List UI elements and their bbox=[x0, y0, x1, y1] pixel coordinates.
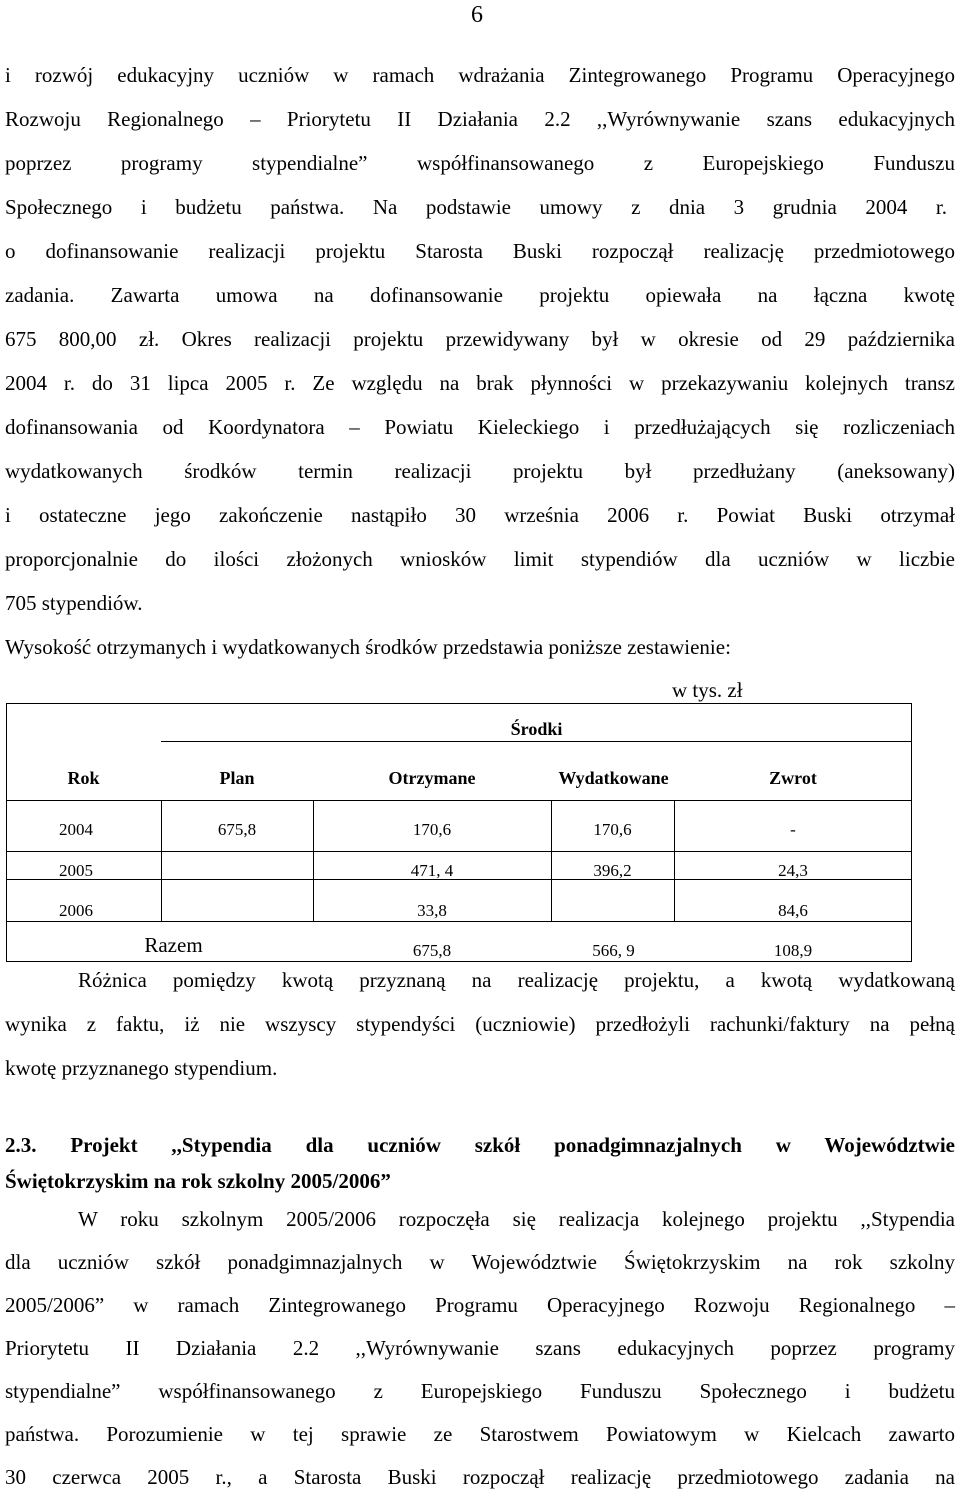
text-line: kwotę przyznanego stypendium. bbox=[5, 1056, 278, 1080]
col-header-zwrot: Zwrot bbox=[769, 768, 817, 788]
table-cell: 84,6 bbox=[778, 901, 808, 920]
text-line: i ostateczne jego zakończenie nastąpiło 30 września 2006 r. Powiat Buski otrzymał bbox=[5, 503, 955, 527]
table-cell: 471, 4 bbox=[410, 861, 454, 880]
text-line: 705 stypendiów. bbox=[5, 591, 143, 615]
table-intro: Wysokość otrzymanych i wydatkowanych środków przedstawia poniższe zestawienie: bbox=[5, 635, 731, 659]
col-header-rok: Rok bbox=[67, 768, 100, 788]
table-cell: 24,3 bbox=[778, 861, 808, 880]
table-cell: 2005 bbox=[59, 861, 93, 880]
section-heading: 2.3. Projekt ,,Stypendia dla uczniów szkół ponadgimnazjalnych w Województwie bbox=[5, 1133, 955, 1157]
text-line: państwa. Porozumienie w tej sprawie ze Starostwem Powiatowym w Kielcach zawarto bbox=[5, 1422, 955, 1446]
table-cell: 170,6 bbox=[593, 820, 632, 839]
table-cell: 2004 bbox=[59, 820, 93, 839]
text-line: wynika z faktu, iż nie wszyscy stypendyści (uczniowie) przedłożyli rachunki/faktury na pełną bbox=[5, 1012, 955, 1036]
text-line: Społecznego i budżetu państwa. Na podstawie umowy z dnia 3 grudnia 2004 r. bbox=[5, 195, 947, 219]
table-cell: 396,2 bbox=[593, 861, 632, 880]
table-cell: - bbox=[790, 820, 796, 839]
text-line: W roku szkolnym 2005/2006 rozpoczęła się realizacja kolejnego projektu ,,Stypendia bbox=[78, 1207, 955, 1231]
col-header-plan: Plan bbox=[219, 768, 255, 788]
text-line: Priorytetu II Działania 2.2 ,,Wyrównywanie szans edukacyjnych poprzez programy bbox=[5, 1336, 955, 1360]
text-line: i rozwój edukacyjny uczniów w ramach wdrażania Zintegrowanego Programu Operacyjnego bbox=[5, 63, 955, 87]
table-cell: 2006 bbox=[59, 901, 93, 920]
text-line: o dofinansowanie realizacji projektu Starosta Buski rozpoczął realizację przedmiotowego bbox=[5, 239, 955, 263]
table-cell: 675,8 bbox=[217, 820, 257, 839]
text-line: proporcjonalnie do ilości złożonych wniosków limit stypendiów dla uczniów w liczbie bbox=[5, 547, 955, 571]
text-line: 30 czerwca 2005 r., a Starosta Buski rozpoczął realizację przedmiotowego zadania na bbox=[5, 1465, 955, 1489]
col-header-wydatkowane: Wydatkowane bbox=[558, 768, 669, 788]
text-line: zadania. Zawarta umowa na dofinansowanie projektu opiewała na łączna kwotę bbox=[5, 283, 955, 307]
text-line: 2005/2006” w ramach Zintegrowanego Programu Operacyjnego Rozwoju Regionalnego – bbox=[5, 1293, 955, 1317]
col-header-otrzymane: Otrzymane bbox=[388, 768, 476, 788]
section-heading: Świętokrzyskim na rok szkolny 2005/2006” bbox=[5, 1169, 391, 1193]
page-number: 6 bbox=[471, 2, 483, 28]
text-line: dla uczniów szkół ponadgimnazjalnych w Województwie Świętokrzyskim na rok szkolny bbox=[5, 1250, 955, 1274]
text-line: dofinansowania od Koordynatora – Powiatu Kieleckiego i przedłużających się rozliczeniach bbox=[5, 415, 955, 439]
text-line: wydatkowanych środków termin realizacji projektu był przedłużany (aneksowany) bbox=[5, 459, 955, 483]
text-line: poprzez programy stypendialne” współfinansowanego z Europejskiego Funduszu bbox=[5, 151, 955, 175]
total-label: Razem bbox=[144, 933, 203, 957]
table-cell: 108,9 bbox=[773, 941, 813, 960]
text-line: 675 800,00 zł. Okres realizacji projektu przewidywany był w okresie od 29 października bbox=[5, 327, 955, 351]
text-line: Rozwoju Regionalnego – Priorytetu II Działania 2.2 ,,Wyrównywanie szans edukacyjnych bbox=[5, 107, 955, 131]
table-cell: 33,8 bbox=[417, 901, 447, 920]
funds-table bbox=[6, 703, 912, 962]
table-cell: 170,6 bbox=[412, 820, 452, 839]
unit-label: w tys. zł bbox=[672, 678, 743, 702]
text-line: Różnica pomiędzy kwotą przyznaną na realizację projektu, a kwotą wydatkowaną bbox=[78, 968, 955, 992]
table-cell: 566, 9 bbox=[592, 941, 635, 960]
text-line: stypendialne” współfinansowanego z Europejskiego Funduszu Społecznego i budżetu bbox=[5, 1379, 955, 1403]
text-line: 2004 r. do 31 lipca 2005 r. Ze względu na brak płynności w przekazywaniu kolejnych transz bbox=[5, 371, 955, 395]
group-header: Środki bbox=[510, 719, 563, 739]
table-cell: 675,8 bbox=[412, 941, 452, 960]
